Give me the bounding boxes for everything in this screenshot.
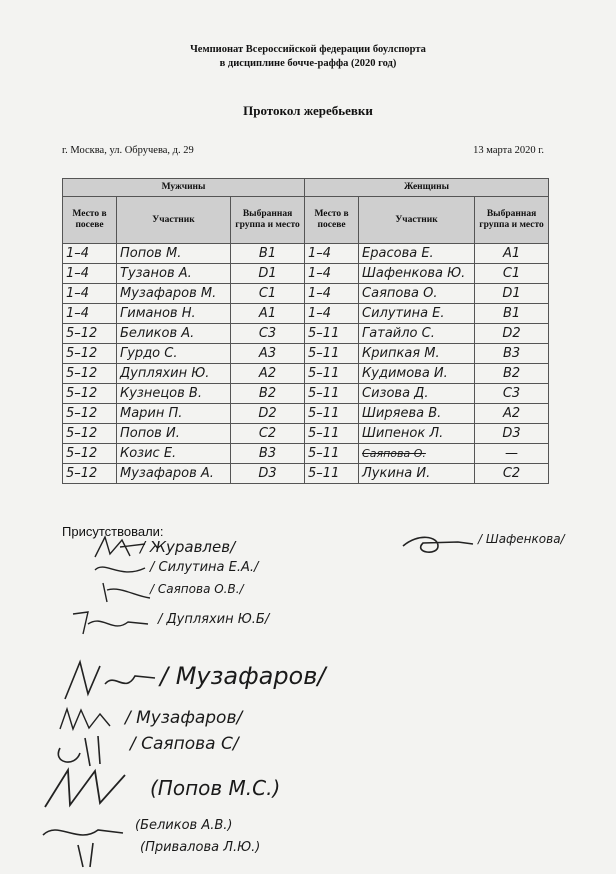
signature-7: / Саяпова С/ [130,734,239,754]
women-place-cell: 5–11 [305,324,359,344]
women-group-cell: A2 [475,404,549,424]
signature-scribble-7 [50,728,130,770]
signature-4: / Дупляхин Ю.Б/ [158,612,270,627]
men-place-cell: 5–12 [63,324,117,344]
men-participant-cell: Попов М. [117,244,231,264]
table-row [63,364,549,384]
men-group-cell: A2 [231,364,305,384]
women-group-cell: D3 [475,424,549,444]
table-row [63,444,549,464]
signature-scribble-11 [398,528,478,558]
men-participant-cell: Музафаров А. [117,464,231,484]
women-group-cell: B1 [475,304,549,324]
women-header: Женщины [305,179,549,197]
present-label: Присутствовали: [62,524,164,539]
table-row [63,424,549,444]
women-group-cell: — [475,444,549,464]
signature-9: (Беликов А.В.) [135,818,233,833]
women-participant-cell: Саяпова О. [359,444,475,464]
women-place-cell: 5–11 [305,344,359,364]
women-group-cell: B3 [475,344,549,364]
women-place-cell: 5–11 [305,384,359,404]
col-group-men: Выбранная группа и место [231,197,305,244]
women-place-cell: 1–4 [305,264,359,284]
men-place-cell: 1–4 [63,284,117,304]
men-place-cell: 5–12 [63,424,117,444]
men-group-cell: D1 [231,264,305,284]
men-group-cell: B1 [231,244,305,264]
signature-11: / Шафенкова/ [478,532,565,546]
men-participant-cell: Беликов А. [117,324,231,344]
protocol-heading: Протокол жеребьевки [243,103,373,118]
championship-title: Чемпионат Всероссийской федерации боулспорта [190,44,426,55]
men-group-cell: D3 [231,464,305,484]
men-group-cell: D2 [231,404,305,424]
location-text: г. Москва, ул. Обручева, д. 29 [62,145,194,156]
men-group-cell: C2 [231,424,305,444]
men-group-cell: A3 [231,344,305,364]
discipline-title: в дисциплине бочче-раффа (2020 год) [219,58,397,69]
men-group-cell: C1 [231,284,305,304]
men-participant-cell: Дупляхин Ю. [117,364,231,384]
women-place-cell: 5–11 [305,404,359,424]
col-place-men: Место в посеве [63,197,117,244]
table-row [63,384,549,404]
men-group-cell: A1 [231,304,305,324]
men-place-cell: 5–12 [63,344,117,364]
men-place-cell: 5–12 [63,464,117,484]
signature-scribble-9 [38,815,128,870]
men-place-cell: 1–4 [63,304,117,324]
men-group-cell: B3 [231,444,305,464]
col-participant-men: Участник [117,197,231,244]
women-group-cell: D2 [475,324,549,344]
women-group-cell: C2 [475,464,549,484]
men-place-cell: 1–4 [63,244,117,264]
table-row [63,464,549,484]
women-participant-cell: Ширяева В. [359,404,475,424]
women-participant-cell: Шипенок Л. [359,424,475,444]
men-participant-cell: Козис Е. [117,444,231,464]
women-participant-cell: Сизова Д. [359,384,475,404]
men-participant-cell: Гурдо С. [117,344,231,364]
table-row [63,404,549,424]
women-participant-cell: Лукина И. [359,464,475,484]
signature-5: / Музафаров/ [160,662,326,690]
men-participant-cell: Гиманов Н. [117,304,231,324]
men-participant-cell: Музафаров М. [117,284,231,304]
col-place-women: Место в посеве [305,197,359,244]
men-header: Мужчины [63,179,305,197]
signature-scribble-8 [40,765,135,815]
men-place-cell: 5–12 [63,364,117,384]
women-place-cell: 1–4 [305,244,359,264]
women-participant-cell: Силутина Е. [359,304,475,324]
men-participant-cell: Попов И. [117,424,231,444]
table-row [63,324,549,344]
signature-6: / Музафаров/ [125,708,243,728]
women-place-cell: 5–11 [305,464,359,484]
women-place-cell: 1–4 [305,284,359,304]
table-row [63,264,549,284]
signature-10: (Привалова Л.Ю.) [140,840,261,855]
men-group-cell: B2 [231,384,305,404]
women-participant-cell: Ерасова Е. [359,244,475,264]
table-row [63,244,549,264]
women-place-cell: 5–11 [305,424,359,444]
men-participant-cell: Тузанов А. [117,264,231,284]
signature-2: / Силутина Е.А./ [150,560,259,575]
col-group-women: Выбранная группа и место [475,197,549,244]
signature-scribble-5 [60,654,160,704]
women-group-cell: D1 [475,284,549,304]
date-text: 13 марта 2020 г. [473,145,544,156]
women-place-cell: 5–11 [305,444,359,464]
men-place-cell: 5–12 [63,384,117,404]
women-participant-cell: Крипкая М. [359,344,475,364]
draw-table [62,178,549,484]
men-group-cell: C3 [231,324,305,344]
signature-scribble-4 [68,604,153,640]
women-group-cell: C3 [475,384,549,404]
signature-scribble-3 [95,578,155,606]
women-place-cell: 1–4 [305,304,359,324]
women-place-cell: 5–11 [305,364,359,384]
women-group-cell: C1 [475,264,549,284]
men-participant-cell: Кузнецов В. [117,384,231,404]
women-group-cell: B2 [475,364,549,384]
col-participant-women: Участник [359,197,475,244]
women-participant-cell: Шафенкова Ю. [359,264,475,284]
men-place-cell: 5–12 [63,444,117,464]
signature-1: / Журавлев/ [140,538,236,556]
women-group-cell: A1 [475,244,549,264]
women-participant-cell: Гатайло С. [359,324,475,344]
table-row [63,344,549,364]
signature-8: (Попов М.С.) [150,776,281,800]
men-participant-cell: Марин П. [117,404,231,424]
signature-3: / Саяпова О.В./ [150,582,244,596]
table-row [63,304,549,324]
men-place-cell: 1–4 [63,264,117,284]
table-row [63,284,549,304]
women-participant-cell: Саяпова О. [359,284,475,304]
men-place-cell: 5–12 [63,404,117,424]
women-participant-cell: Кудимова И. [359,364,475,384]
